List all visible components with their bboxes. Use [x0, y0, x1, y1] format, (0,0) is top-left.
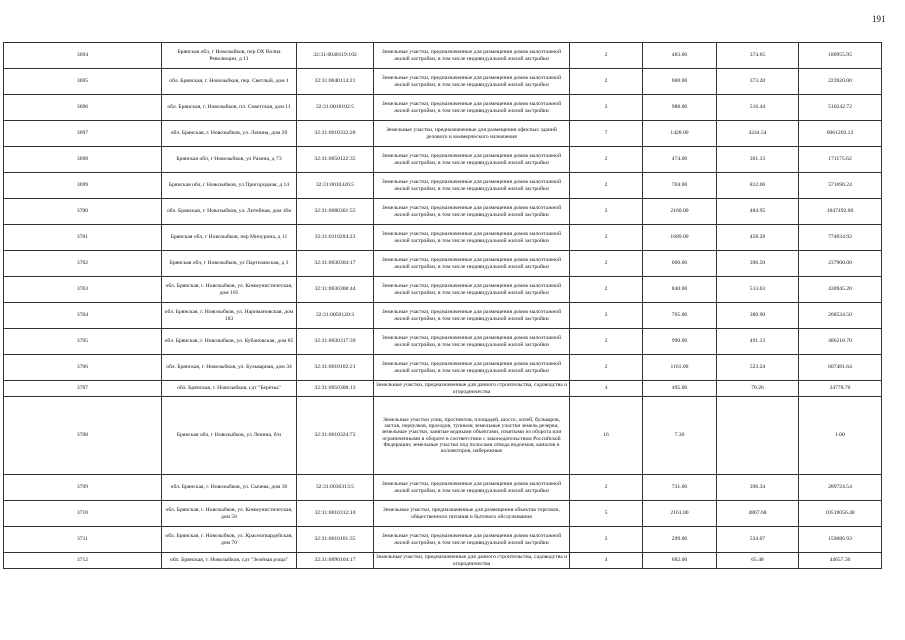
row-number: 3704	[4, 303, 162, 329]
row-number: 3710	[4, 501, 162, 527]
area-cell: 705.00	[643, 303, 717, 329]
land-use-cell: Земельные участки улиц, проспектов, площадей, шоссе, аллей, бульваров, застав, переулков, проездов, тупиков; земельные участки земель резерва; земельные участки, занятые водными объектами, изъятыми из оборота или ограниченными в обороте в соответствии с законодательством Российской Федерации; земельные участки под полосами отвода водоемов, каналов и коллекторов, набережные	[374, 397, 570, 475]
address-cell: обл. Брянская, г. Новозыбков, ул. Красногвардейская, дом 70	[162, 527, 297, 553]
table-row	[4, 329, 882, 355]
cadastral-value-cell: 1.00	[799, 397, 882, 475]
land-use-cell: Земельные участки, предназначенные для размещения домов малоэтажной жилой застройки, в том числе индивидуальной жилой застройки	[374, 355, 570, 381]
land-use-cell: Земельные участки, предназначенные для размещения домов малоэтажной жилой застройки, в том числе индивидуальной жилой застройки	[374, 225, 570, 251]
cadastral-value-cell: 44657.36	[799, 553, 882, 569]
row-number: 3706	[4, 355, 162, 381]
table-row	[4, 355, 882, 381]
specific-value-cell: 534.07	[717, 527, 799, 553]
table-row	[4, 381, 882, 397]
cadastral-number-cell: 32:31:0010102:21	[297, 355, 374, 381]
cadastral-number-cell: 32:31:0010312:10	[297, 501, 374, 527]
group-number-cell: 2	[570, 173, 643, 199]
cadastral-number-cell: 32:31:0040114:21	[297, 69, 374, 95]
row-number: 3703	[4, 277, 162, 303]
area-cell: 1689.00	[643, 225, 717, 251]
group-number-cell: 5	[570, 501, 643, 527]
cadastral-value-cell: 607481.64	[799, 355, 882, 381]
row-number: 3699	[4, 173, 162, 199]
table-row	[4, 397, 882, 475]
area-cell: 1161.00	[643, 355, 717, 381]
table-row	[4, 303, 882, 329]
row-number: 3698	[4, 147, 162, 173]
address-cell: обл. Брянская, г. Новозыбков, ул. Коммунистическая, дом 56	[162, 501, 297, 527]
land-use-cell: Земельные участки, предназначенные для размещения объектов торговли, общественного питания и бытового обслуживания	[374, 501, 570, 527]
group-number-cell: 2	[570, 251, 643, 277]
area-cell: 840.00	[643, 277, 717, 303]
table-row	[4, 475, 882, 501]
area-cell: 990.00	[643, 329, 717, 355]
cadastral-number-cell: 32:31:0010332:28	[297, 121, 374, 147]
group-number-cell: 2	[570, 277, 643, 303]
row-number: 3700	[4, 199, 162, 225]
land-use-cell: Земельные участки, предназначенные для размещения домов малоэтажной жилой застройки, в том числе индивидуальной жилой застройки	[374, 95, 570, 121]
land-use-cell: Земельные участки, предназначенные для дачного строительства, садоводства и огородничества	[374, 381, 570, 397]
area-cell: 600.00	[643, 251, 717, 277]
cadastral-number-cell: 32:31:0030308:44	[297, 277, 374, 303]
table-row	[4, 147, 882, 173]
group-number-cell: 2	[570, 147, 643, 173]
land-use-cell: Земельные участки, предназначенные для размещения домов малоэтажной жилой застройки, в том числе индивидуальной жилой застройки	[374, 69, 570, 95]
cadastral-number-cell: 32:31:0010324:72	[297, 397, 374, 475]
specific-value-cell: 65.48	[717, 553, 799, 569]
cadastral-number-cell: 32:31:0010326:5	[297, 173, 374, 199]
area-cell: 988.00	[643, 95, 717, 121]
cadastral-value-cell: 171175.62	[799, 147, 882, 173]
cadastral-value-cell: 510242.72	[799, 95, 882, 121]
address-cell: Брянская обл, г Новозыбков, пер ОХ Волна Революции, д 11	[162, 43, 297, 69]
row-number: 3701	[4, 225, 162, 251]
row-number: 3708	[4, 397, 162, 475]
group-number-cell: 2	[570, 329, 643, 355]
specific-value-cell: 396.50	[717, 251, 799, 277]
land-use-cell: Земельные участки, предназначенные для размещения домов малоэтажной жилой застройки, в том числе индивидуальной жилой застройки	[374, 527, 570, 553]
address-cell: обл. Брянская, г. Новозыбков, ул. Ленина, дом 20	[162, 121, 297, 147]
address-cell: обл. Брянская, г. Новозыбков, сдт "Берёзка"	[162, 381, 297, 397]
cadastral-value-cell: 1047492.00	[799, 199, 882, 225]
specific-value-cell: 523.24	[717, 355, 799, 381]
land-use-cell: Земельные участки, предназначенные для размещения домов малоэтажной жилой застройки, в том числе индивидуальной жилой застройки	[374, 475, 570, 501]
address-cell: обл. Брянская, г. Новозыбков, пл. Советская, дом 11	[162, 95, 297, 121]
specific-value-cell: 361.13	[717, 147, 799, 173]
group-number-cell: 2	[570, 527, 643, 553]
land-use-cell: Земельные участки, предназначенные для дачного строительства, садоводства и огородничества	[374, 553, 570, 569]
cadastral-number-cell: 32:31:0010101:35	[297, 527, 374, 553]
row-number: 3702	[4, 251, 162, 277]
cadastral-number-cell: 32:31:0080301:55	[297, 199, 374, 225]
specific-value-cell	[717, 397, 799, 475]
cadastral-number-cell: 32:31:0030313:5	[297, 475, 374, 501]
specific-value-cell: 374.65	[717, 43, 799, 69]
cadastral-value-cell: 268534.50	[799, 303, 882, 329]
row-number: 3711	[4, 527, 162, 553]
table-row	[4, 225, 882, 251]
address-cell: обл. Брянская, г. Новозыбков, сдт "Зелёная роща"	[162, 553, 297, 569]
land-use-cell: Земельные участки, предназначенные для размещения домов малоэтажной жилой застройки, в том числе индивидуальной жилой застройки	[374, 303, 570, 329]
table-row	[4, 43, 882, 69]
group-number-cell: 2	[570, 475, 643, 501]
specific-value-cell: 4867.68	[717, 501, 799, 527]
table-row	[4, 69, 882, 95]
address-cell: Брянская обл, г Новозыбков, ул Разина, д 73	[162, 147, 297, 173]
table-row	[4, 121, 882, 147]
address-cell: обл. Брянская, г. Новозыбков, ул. Наримановская, дом 183	[162, 303, 297, 329]
address-cell: обл. Брянская, г. Новозыбков, ул. Кубановская, дом 85	[162, 329, 297, 355]
address-cell: обл. Брянская, г. Новозыбков, ул. Бульварная, дом 34	[162, 355, 297, 381]
group-number-cell: 2	[570, 199, 643, 225]
group-number-cell: 4	[570, 553, 643, 569]
table-row	[4, 173, 882, 199]
group-number-cell: 2	[570, 69, 643, 95]
cadastral-value-cell: 34778.70	[799, 381, 882, 397]
address-cell: Брянская обл, г Новозыбков, ул Партизанская, д 3	[162, 251, 297, 277]
specific-value-cell: 373.20	[717, 69, 799, 95]
land-use-cell: Земельные участки, предназначенные для размещения домов малоэтажной жилой застройки, в том числе индивидуальной жилой застройки	[374, 173, 570, 199]
cadastral-value-cell: 223920.00	[799, 69, 882, 95]
specific-value-cell: 513.03	[717, 277, 799, 303]
row-number: 3697	[4, 121, 162, 147]
cadastral-value-cell: 6061203.12	[799, 121, 882, 147]
specific-value-cell: 70.26	[717, 381, 799, 397]
cadastral-number-cell: 32:31:0110204:23	[297, 225, 374, 251]
cadastral-number-cell: 32:31:0050122:35	[297, 147, 374, 173]
table-row	[4, 553, 882, 569]
cadastral-value-cell: 571690.24	[799, 173, 882, 199]
cadastral-value-cell: 10519056.48	[799, 501, 882, 527]
address-cell: обл. Брянская, г. Новозыбков, ул. Литейная, дом 40а	[162, 199, 297, 225]
specific-value-cell: 491.13	[717, 329, 799, 355]
cadastral-value-cell: 774034.92	[799, 225, 882, 251]
table-row	[4, 251, 882, 277]
land-use-cell: Земельные участки, предназначенные для размещения домов малоэтажной жилой застройки, в том числе индивидуальной жилой застройки	[374, 329, 570, 355]
group-number-cell: 2	[570, 95, 643, 121]
cadastral-value-cell: 486218.70	[799, 329, 882, 355]
cadastral-value-cell: 289724.54	[799, 475, 882, 501]
land-use-cell: Земельные участки, предназначенные для размещения офисных зданий делового и коммерческого назначения	[374, 121, 570, 147]
area-cell: 299.00	[643, 527, 717, 553]
land-use-cell: Земельные участки, предназначенные для размещения домов малоэтажной жилой застройки, в том числе индивидуальной жилой застройки	[374, 251, 570, 277]
cadastral-number-cell: 32:31:0030317:39	[297, 329, 374, 355]
address-cell: обл. Брянская, г. Новозыбков, ул. Сычева, дом 36	[162, 475, 297, 501]
area-cell: 7.30	[643, 397, 717, 475]
group-number-cell: 2	[570, 225, 643, 251]
area-cell: 600.00	[643, 69, 717, 95]
address-cell: обл. Брянская, г. Новозыбков, ул. Коммунистическая, дом 105	[162, 277, 297, 303]
area-cell: 495.00	[643, 381, 717, 397]
cadastral-number-cell: 32:31:0030304:17	[297, 251, 374, 277]
page-number: 191	[872, 14, 886, 24]
cadastral-number-cell: 32:31:0050120:3	[297, 303, 374, 329]
specific-value-cell: 516.44	[717, 95, 799, 121]
group-number-cell: 2	[570, 303, 643, 329]
specific-value-cell: 484.95	[717, 199, 799, 225]
row-number: 3694	[4, 43, 162, 69]
area-cell: 731.00	[643, 475, 717, 501]
area-cell: 474.00	[643, 147, 717, 173]
area-cell: 2161.00	[643, 501, 717, 527]
row-number: 3707	[4, 381, 162, 397]
table-row	[4, 527, 882, 553]
area-cell: 704.00	[643, 173, 717, 199]
cadastral-number-cell: 32:31:0050308:13	[297, 381, 374, 397]
land-use-cell: Земельные участки, предназначенные для размещения домов малоэтажной жилой застройки, в том числе индивидуальной жилой застройки	[374, 147, 570, 173]
address-cell: Брянская обл, г Новозыбков, пер Мичурина, д 11	[162, 225, 297, 251]
specific-value-cell: 458.28	[717, 225, 799, 251]
group-number-cell: 4	[570, 381, 643, 397]
land-use-cell: Земельные участки, предназначенные для размещения домов малоэтажной жилой застройки, в том числе индивидуальной жилой застройки	[374, 277, 570, 303]
address-cell: Брянская обл, г Новозыбков, ул Пригородная, д 14	[162, 173, 297, 199]
group-number-cell: 2	[570, 355, 643, 381]
table-row	[4, 199, 882, 225]
row-number: 3696	[4, 95, 162, 121]
address-cell: Брянская обл, г Новозыбков, ул Ленина, б/н	[162, 397, 297, 475]
cadastral-value-cell: 430945.20	[799, 277, 882, 303]
row-number: 3695	[4, 69, 162, 95]
area-cell: 682.00	[643, 553, 717, 569]
cadastral-number-cell: 32:31:0010102:5	[297, 95, 374, 121]
row-number: 3709	[4, 475, 162, 501]
table-row	[4, 501, 882, 527]
cadastral-value-cell: 237900.00	[799, 251, 882, 277]
table-row	[4, 277, 882, 303]
specific-value-cell: 812.06	[717, 173, 799, 199]
address-cell: обл. Брянская, г. Новозыбков, пер. Светлый, дом 1	[162, 69, 297, 95]
specific-value-cell: 380.90	[717, 303, 799, 329]
cadastral-value-cell: 180955.95	[799, 43, 882, 69]
area-cell: 1428.00	[643, 121, 717, 147]
area-cell: 2160.00	[643, 199, 717, 225]
group-number-cell: 16	[570, 397, 643, 475]
row-number: 3712	[4, 553, 162, 569]
specific-value-cell: 396.34	[717, 475, 799, 501]
land-registry-table	[3, 42, 882, 569]
cadastral-value-cell: 159686.93	[799, 527, 882, 553]
table-row	[4, 95, 882, 121]
group-number-cell: 2	[570, 43, 643, 69]
land-use-cell: Земельные участки, предназначенные для размещения домов малоэтажной жилой застройки, в том числе индивидуальной жилой застройки	[374, 199, 570, 225]
cadastral-number-cell: 32:31:0090104:17	[297, 553, 374, 569]
cadastral-number-cell: 32:31:0040119:102	[297, 43, 374, 69]
land-use-cell: Земельные участки, предназначенные для размещения домов малоэтажной жилой застройки, в том числе индивидуальной жилой застройки	[374, 43, 570, 69]
area-cell: 483.00	[643, 43, 717, 69]
group-number-cell: 7	[570, 121, 643, 147]
row-number: 3705	[4, 329, 162, 355]
specific-value-cell: 4244.54	[717, 121, 799, 147]
